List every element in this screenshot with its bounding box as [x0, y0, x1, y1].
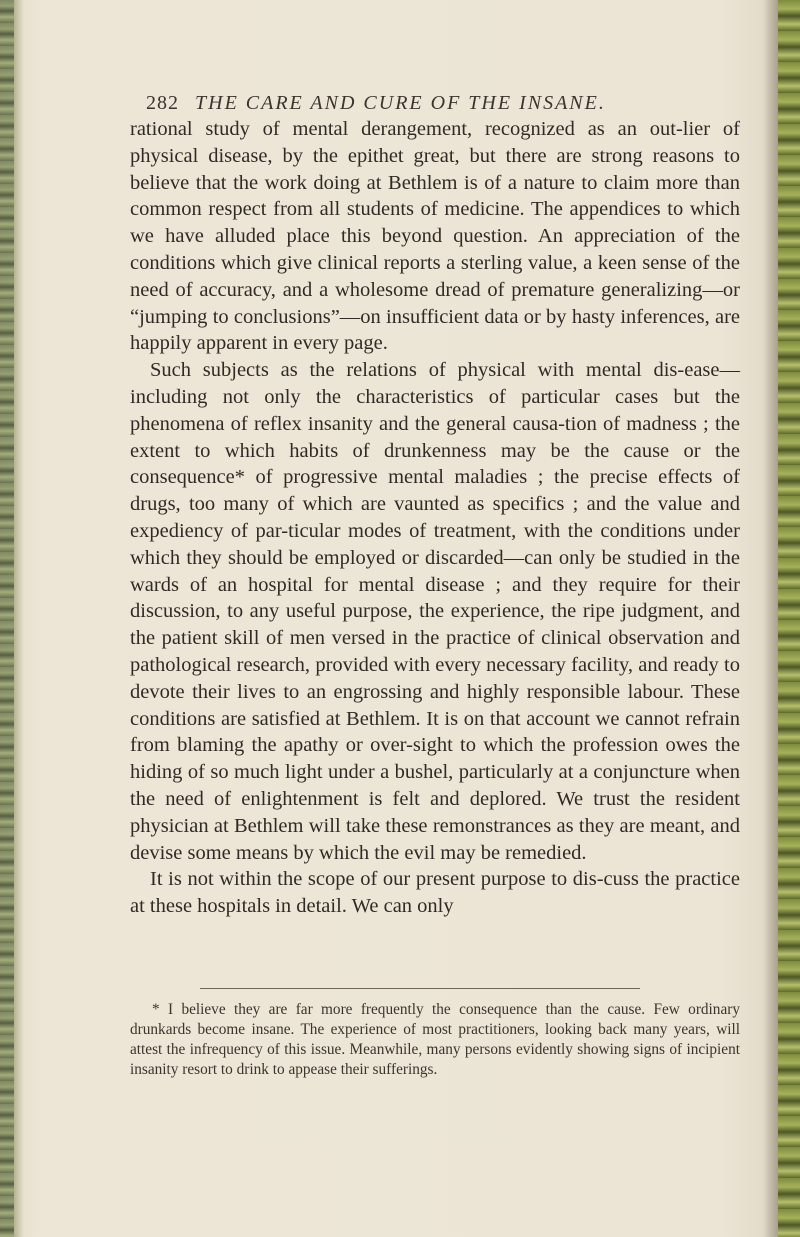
page-number: 282	[146, 92, 179, 114]
paragraph: It is not within the scope of our present purpose to dis-cuss the practice at these hospitals in detail. We can only	[130, 868, 740, 918]
footnote-rule	[200, 988, 640, 989]
running-title: THE CARE AND CURE OF THE INSANE.	[195, 92, 606, 114]
gutter-shadow	[14, 0, 24, 1237]
body-text	[130, 116, 740, 920]
page-edge-shadow	[764, 0, 778, 1237]
paragraph: rational study of mental derangement, recognized as an out-lier of physical disease, by the epithet great, but there are strong reasons to believe that the work doing at Bethlem is of a nature to claim more than common respect from all students of medicine. The appendices to which we have alluded place this beyond question. An appreciation of the conditions which give clinical reports a sterling value, a keen sense of the need of accuracy, and a wholesome dread of premature generalizing—or “jumping to conclusions”—on insufficient data or by hasty inferences, are happily apparent in every page.	[130, 118, 740, 355]
running-header	[146, 92, 706, 115]
marbled-page-edge	[778, 0, 800, 1237]
binding-spine-edge	[0, 0, 14, 1237]
paragraph: Such subjects as the relations of physical with mental dis-ease—including not only the characteristics of particular cases but the phenomena of reflex insanity and the general causa-tion of madness ; the extent to which habits of drunkenness may be the cause or the consequence* of progressive mental maladies ; the precise effects of drugs, too many of which are vaunted as specifics ; and the value and expediency of par-ticular modes of treatment, with the conditions under which they should be employed or discarded—can only be studied in the wards of an hospital for mental disease ; and they require for their discussion, to any useful purpose, the experience, the ripe judgment, and the patient skill of men versed in the practice of clinical observation and pathological research, provided with every necessary facility, and ready to devote their lives to an engrossing and highly responsible labour. These conditions are satisfied at Bethlem. It is on that account we cannot refrain from blaming the apathy or over-sight to which the profession owes the hiding of so much light under a bushel, particularly at a conjuncture when the need of enlightenment is felt and deplored. We trust the resident physician at Bethlem will take these remonstrances as they are meant, and devise some means by which the evil may be remedied.	[130, 359, 740, 864]
footnote: * I believe they are far more frequently the consequence than the cause. Few ordinary drunkards become insane. The experience of most practitioners, looking back many years, will attest the infrequency of this issue. Meanwhile, many persons evidently showing signs of incipient insanity resort to drink to appease their sufferings.	[130, 1001, 740, 1078]
